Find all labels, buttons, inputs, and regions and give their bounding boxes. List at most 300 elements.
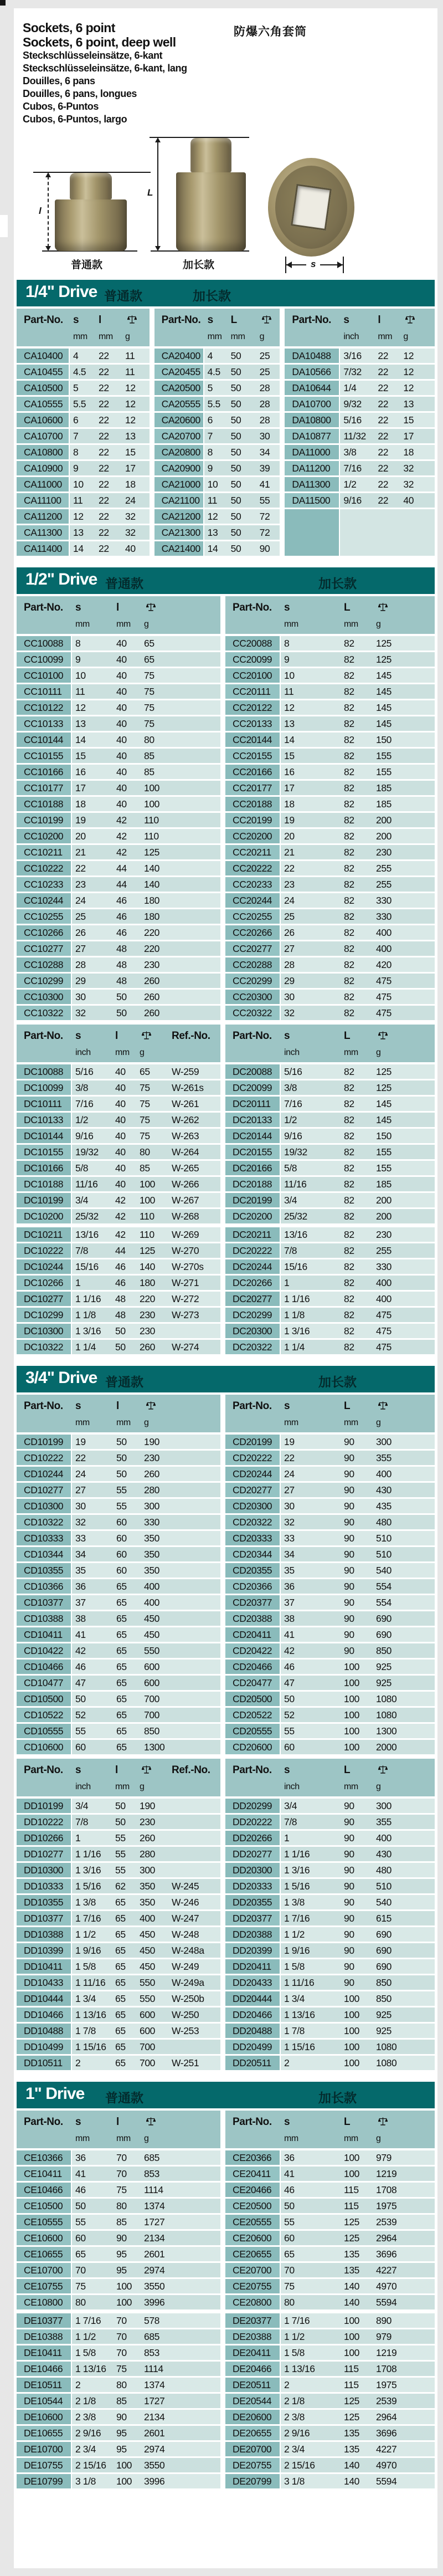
table-row: [225, 1177, 435, 1191]
l-cell: 22: [99, 382, 109, 393]
weight-cell: 685: [144, 2331, 159, 2342]
table-row: [17, 1113, 220, 1127]
weight-cell: 255: [376, 1245, 392, 1256]
weight-cell: 450: [140, 1961, 155, 1972]
weight-cell: 350: [144, 1565, 159, 1576]
part-no-cell: CD20411: [225, 1627, 281, 1642]
s-cell: 11: [73, 495, 83, 506]
part-no-cell: CE10755: [17, 2279, 72, 2293]
part-no-cell: CC20088: [225, 636, 281, 651]
table-row: [225, 797, 435, 811]
L-cell: 135: [344, 2428, 359, 2439]
table-row: [225, 1006, 435, 1020]
l-cell: 95: [116, 2444, 127, 2455]
weight-cell: 200: [376, 815, 392, 826]
s-cell: 26: [75, 927, 86, 938]
L-cell: 135: [344, 2444, 359, 2455]
weight-cell: 180: [144, 911, 159, 922]
L-cell: 82: [344, 815, 354, 826]
table-row: [154, 365, 280, 379]
part-no-cell: DE20799: [225, 2474, 281, 2488]
part-no-cell: DD10488: [17, 2024, 72, 2038]
weight-cell: 190: [140, 1800, 155, 1811]
l-cell: 40: [116, 670, 127, 681]
weight-cell: 853: [144, 2168, 159, 2179]
l-cell: 80: [116, 2200, 127, 2211]
long-label: 加长款: [318, 2091, 357, 2105]
unit-L: mm: [344, 1048, 358, 1057]
s-cell: 11: [207, 495, 218, 506]
weight-cell: 1300: [144, 1742, 165, 1753]
l-cell: 44: [115, 1245, 126, 1256]
table-row: [17, 1911, 220, 1925]
col-s: s: [343, 314, 349, 326]
part-no-cell: CD20522: [225, 1708, 281, 1722]
table-row: [17, 829, 220, 843]
s-cell: 1 1/4: [75, 1341, 96, 1353]
weight-cell: 140: [140, 1261, 155, 1272]
weight-cell: 28: [259, 398, 270, 409]
weight-cell: 615: [376, 1913, 392, 1924]
part-no-cell: CE10366: [17, 2150, 72, 2165]
part-no-cell: CE10655: [17, 2247, 72, 2261]
table-row: [225, 1879, 435, 1893]
weight-cell: 3696: [376, 2428, 397, 2439]
s-cell: 1 1/2: [284, 1929, 305, 1940]
l-cell: 40: [115, 1130, 126, 1141]
part-no-cell: CD20277: [225, 1483, 281, 1497]
weight-cell: 890: [376, 2315, 392, 2326]
table-row: [225, 2394, 435, 2408]
s-cell: 11/16: [284, 1179, 307, 1190]
banner-quarter-drive: [17, 280, 435, 306]
unit-weight: g: [376, 2134, 381, 2143]
L-cell: 90: [344, 1977, 354, 1988]
s-cell: 7: [73, 431, 79, 442]
L-cell: 90: [344, 1848, 354, 1860]
part-no-cell: DE20377: [225, 2313, 281, 2328]
table-row: [225, 2150, 435, 2165]
long-label: 加长款: [193, 289, 231, 303]
weight-cell: 18: [125, 479, 136, 490]
s-cell: 1 7/16: [75, 2315, 101, 2326]
dim-label-L: L: [147, 187, 153, 198]
L-cell: 82: [344, 991, 354, 1002]
part-no-cell: CC10111: [17, 684, 72, 699]
l-cell: 50: [115, 1816, 126, 1827]
part-no-cell: CD20366: [225, 1579, 281, 1594]
table-row: [225, 1129, 435, 1143]
weight-cell: 230: [376, 1229, 392, 1240]
part-no-cell: DC10299: [17, 1308, 72, 1322]
L-cell: 100: [344, 1725, 359, 1737]
L-cell: 82: [344, 638, 354, 649]
weight-cell: 110: [140, 1211, 154, 1222]
l-cell: 50: [116, 1468, 127, 1479]
part-no-cell: CC20199: [225, 813, 281, 827]
l-cell: 42: [115, 1229, 126, 1240]
weight-cell: 11: [125, 350, 135, 361]
part-no-cell: CE20500: [225, 2199, 281, 2213]
standard-label: 普通款: [105, 1375, 143, 1389]
weight-cell: 2601: [144, 2428, 165, 2439]
s-cell: 60: [284, 2232, 295, 2244]
L-cell: 50: [230, 350, 241, 361]
table-body: [17, 1435, 220, 1754]
L-cell: 90: [344, 1517, 354, 1528]
weight-cell: 600: [140, 2025, 155, 2036]
s-cell: 19/32: [284, 1146, 307, 1158]
part-no-cell: DC10222: [17, 1243, 72, 1258]
part-no-cell: DE10799: [17, 2474, 72, 2488]
table-row: [17, 2474, 220, 2488]
s-cell: 9/16: [343, 495, 362, 506]
s-cell: 35: [284, 1565, 295, 1576]
table-row: [17, 1724, 220, 1738]
L-cell: 82: [344, 1066, 354, 1077]
title-de-2: Steckschlüsseleinsätze, 6-kant, lang: [23, 63, 187, 74]
part-no-cell: CC10144: [17, 733, 72, 747]
s-cell: 2 9/16: [75, 2428, 101, 2439]
table-row: [154, 413, 280, 427]
weight-cell: 600: [144, 1661, 159, 1672]
weight-cell: 350: [144, 1549, 159, 1560]
table-row: [17, 1435, 220, 1449]
l-cell: 22: [99, 543, 109, 554]
l-cell: 40: [116, 702, 127, 713]
part-no-cell: CD20477: [225, 1676, 281, 1690]
scale-icon: [122, 314, 150, 326]
s-cell: 3 1/8: [284, 2476, 305, 2487]
table-row: [17, 1308, 220, 1322]
col-part-no: Part-No.: [233, 1400, 272, 1412]
part-no-cell: DC20244: [225, 1259, 281, 1274]
s-cell: 19: [75, 815, 86, 826]
col-L: L: [344, 1030, 351, 1042]
table-row: [17, 413, 150, 427]
table-row: [17, 493, 150, 508]
s-cell: 1 5/8: [75, 1961, 96, 1972]
l-cell: 65: [115, 1977, 126, 1988]
drive-title-half: 1/2" Drive: [25, 570, 97, 588]
part-no-cell: CC10277: [17, 941, 72, 956]
table-body: [17, 1799, 220, 2070]
part-no-cell: CA10800: [17, 445, 70, 459]
L-cell: 82: [344, 1162, 354, 1174]
s-cell: 27: [75, 943, 86, 954]
part-no-cell: DE20755: [225, 2458, 281, 2472]
weight-cell: 145: [376, 686, 392, 697]
table-row: [17, 2362, 220, 2376]
table-threequarter-deep: [225, 1395, 435, 2072]
weight-cell: 150: [376, 734, 392, 745]
unit-s: mm: [75, 1418, 90, 1427]
part-no-cell: CE20555: [225, 2215, 281, 2229]
table-row: [225, 845, 435, 859]
l-cell: 65: [115, 1945, 126, 1956]
part-no-cell: DD10433: [17, 1975, 72, 1990]
weight-cell: 65: [144, 654, 154, 665]
ref-no-cell: W-248a: [172, 1945, 204, 1956]
unit-weight: g: [403, 332, 408, 341]
part-no-cell: CC20200: [225, 829, 281, 843]
part-no-cell: CC20288: [225, 957, 281, 972]
s-cell: 46: [284, 2184, 295, 2195]
part-no-cell: DA10700: [285, 397, 340, 411]
table-row: [225, 1064, 435, 1079]
col-s: s: [75, 1400, 81, 1412]
L-cell: 82: [344, 1211, 354, 1222]
l-cell: 55: [116, 1484, 127, 1496]
unit-s: mm: [73, 332, 87, 341]
L-cell: 140: [344, 2460, 359, 2471]
l-cell: 22: [378, 479, 389, 490]
L-cell: 82: [344, 734, 354, 745]
unit-l: mm: [115, 1048, 130, 1057]
part-no-cell: CE20411: [225, 2167, 281, 2181]
table-row: [225, 1863, 435, 1877]
part-no-cell: CE20600: [225, 2231, 281, 2245]
L-cell: 100: [344, 2041, 359, 2052]
part-no-cell: DD10277: [17, 1847, 72, 1861]
s-cell: 5/8: [284, 1162, 297, 1174]
s-cell: 15: [284, 750, 295, 761]
table-row: [225, 1627, 435, 1642]
weight-cell: 1708: [376, 2184, 397, 2195]
table-header-inch: [225, 1759, 435, 1796]
part-no-cell: DD10266: [17, 1831, 72, 1845]
table-quarter-metric-deep: [154, 309, 280, 557]
s-cell: 8: [207, 447, 213, 458]
weight-cell: 145: [376, 670, 392, 681]
table-row: [17, 1991, 220, 2006]
s-cell: 37: [75, 1597, 86, 1608]
part-no-cell: DC20199: [225, 1193, 281, 1207]
part-no-cell: DC20155: [225, 1145, 281, 1159]
s-cell: 7/16: [75, 1098, 94, 1109]
s-cell: 1 1/16: [75, 1293, 101, 1304]
weight-cell: 450: [144, 1629, 159, 1640]
s-cell: 1 7/16: [284, 2315, 310, 2326]
weight-cell: 475: [376, 1325, 392, 1336]
unit-weight: g: [376, 619, 381, 629]
page-corner-mark: [0, 0, 6, 6]
unit-s: mm: [75, 2134, 90, 2143]
part-no-cell: CA11100: [17, 493, 70, 508]
weight-cell: 100: [140, 1195, 155, 1206]
s-cell: 1 1/2: [75, 1929, 96, 1940]
table-row: [154, 493, 280, 508]
table-half-deep: [225, 596, 435, 1356]
weight-cell: 2964: [376, 2232, 397, 2244]
weight-cell: 350: [144, 1533, 159, 1544]
s-cell: 2 3/4: [284, 2444, 305, 2455]
part-no-cell: CC10288: [17, 957, 72, 972]
l-cell: 22: [378, 398, 389, 409]
part-no-cell: CC10244: [17, 893, 72, 908]
unit-weight: g: [376, 1782, 381, 1791]
table-row: [225, 668, 435, 683]
s-cell: 1 1/2: [284, 2331, 305, 2342]
col-s: s: [284, 602, 290, 613]
title-es: Cubos, 6-Puntos: [23, 101, 99, 112]
weight-cell: 145: [376, 702, 392, 713]
s-cell: 41: [75, 1629, 86, 1640]
unit-weight: g: [140, 1782, 145, 1791]
unit-weight: g: [140, 1048, 145, 1057]
table-row: [225, 1563, 435, 1578]
part-no-cell: DD20277: [225, 1847, 281, 1861]
weight-cell: 5594: [376, 2297, 397, 2308]
l-cell: 50: [115, 1341, 126, 1353]
table-header: [17, 2111, 220, 2148]
weight-cell: 2539: [376, 2395, 397, 2406]
s-cell: 19: [284, 815, 295, 826]
part-no-cell: CD10500: [17, 1692, 72, 1706]
l-cell: 42: [115, 1211, 126, 1222]
s-cell: 1/2: [284, 1114, 297, 1125]
L-cell: 100: [344, 1742, 359, 1753]
col-part-no: Part-No.: [233, 1030, 272, 1042]
long-label: 加长款: [318, 576, 357, 591]
part-no-cell: DC10155: [17, 1145, 72, 1159]
scale-icon: [373, 1400, 435, 1412]
part-no-cell: CA11000: [17, 477, 70, 491]
s-cell: 5/16: [284, 1066, 302, 1077]
weight-cell: 41: [259, 479, 270, 490]
table-row: [17, 541, 150, 556]
weight-cell: 180: [144, 895, 159, 906]
weight-cell: 350: [140, 1897, 155, 1908]
l-cell: 48: [115, 1293, 126, 1304]
table-row: [17, 2056, 220, 2070]
weight-cell: 2000: [376, 1742, 397, 1753]
L-cell: 82: [344, 1277, 354, 1288]
table-row: [225, 2279, 435, 2293]
table-row: [154, 429, 280, 443]
s-cell: 50: [284, 1693, 295, 1704]
s-cell: 10: [73, 479, 84, 490]
L-cell: 50: [230, 543, 241, 554]
part-no-cell: DE20700: [225, 2442, 281, 2456]
l-cell: 65: [115, 1913, 126, 1924]
table-row: [17, 1451, 220, 1465]
part-no-cell: DD20377: [225, 1911, 281, 1925]
part-no-cell: CC20222: [225, 861, 281, 875]
part-no-cell: CC20266: [225, 925, 281, 940]
l-cell: 22: [378, 463, 389, 474]
l-cell: 50: [115, 1800, 126, 1811]
l-cell: 50: [116, 1452, 127, 1463]
s-cell: 55: [75, 2216, 86, 2227]
table-row: [17, 2231, 220, 2245]
weight-cell: 330: [376, 911, 392, 922]
weight-cell: 475: [376, 1309, 392, 1320]
s-cell: 1 3/4: [75, 1993, 96, 2004]
weight-cell: 475: [376, 1341, 392, 1353]
scale-icon: [373, 2116, 435, 2128]
weight-cell: 28: [259, 414, 270, 426]
table-row: [285, 429, 435, 443]
table-row: [225, 861, 435, 875]
table-header: [17, 1395, 220, 1432]
part-no-cell: CD20500: [225, 1692, 281, 1706]
table-row: [17, 861, 220, 875]
part-no-cell: CD10344: [17, 1547, 72, 1561]
weight-cell: 2974: [144, 2265, 165, 2276]
s-cell: 15/16: [284, 1261, 307, 1272]
weight-cell: 255: [376, 879, 392, 890]
part-no-cell: DD20466: [225, 2007, 281, 2022]
table-row: [225, 1579, 435, 1594]
table-row: [225, 716, 435, 731]
l-cell: 44: [116, 863, 127, 874]
s-cell: 1: [75, 1832, 81, 1843]
L-cell: 90: [344, 1436, 354, 1447]
s-cell: 9/32: [343, 398, 362, 409]
table-row: [225, 2378, 435, 2392]
s-cell: 21: [284, 847, 295, 858]
part-no-cell: DD10333: [17, 1879, 72, 1893]
table-row: [17, 925, 220, 940]
part-no-cell: CD20600: [225, 1740, 281, 1754]
s-cell: 13/16: [75, 1229, 99, 1240]
weight-cell: 554: [376, 1581, 392, 1592]
s-cell: 1 3/8: [75, 1897, 96, 1908]
table-row: [17, 1563, 220, 1578]
weight-cell: 3550: [144, 2460, 165, 2471]
s-cell: 50: [75, 2200, 86, 2211]
part-no-cell: CA21200: [154, 509, 204, 524]
weight-cell: 1080: [376, 1693, 397, 1704]
part-no-cell: CA10555: [17, 397, 70, 411]
weight-cell: 65: [140, 1066, 150, 1077]
weight-cell: 260: [144, 1007, 159, 1018]
weight-cell: 578: [144, 2315, 159, 2326]
table-row: [17, 2183, 220, 2197]
socket-photo-standard: [55, 173, 127, 251]
L-cell: 100: [344, 2009, 359, 2020]
table-row: [225, 1660, 435, 1674]
part-no-cell: CD10333: [17, 1531, 72, 1545]
weight-cell: 12: [125, 398, 136, 409]
weight-cell: 550: [140, 1977, 155, 1988]
s-cell: 36: [75, 2152, 86, 2163]
s-cell: 1 3/16: [75, 1325, 101, 1336]
l-cell: 44: [116, 879, 127, 890]
standard-label: 普通款: [105, 2091, 143, 2105]
table-row: [154, 349, 280, 363]
part-no-cell: DD10511: [17, 2056, 72, 2070]
L-cell: 82: [344, 959, 354, 970]
weight-cell: 400: [376, 1293, 392, 1304]
weight-cell: 260: [144, 1468, 159, 1479]
s-cell: 22: [284, 863, 295, 874]
table-row: [154, 541, 280, 556]
weight-cell: 230: [376, 847, 392, 858]
table-row: [154, 509, 280, 524]
table-row: [17, 1943, 220, 1958]
part-no-cell: CD10300: [17, 1499, 72, 1513]
part-no-cell: DE10600: [17, 2410, 72, 2424]
part-no-cell: DD20488: [225, 2024, 281, 2038]
unit-s: mm: [284, 1418, 298, 1427]
s-cell: 9/16: [284, 1130, 302, 1141]
s-cell: 33: [284, 1533, 295, 1544]
part-no-cell: CC20277: [225, 941, 281, 956]
table-row: [285, 397, 435, 411]
table-row: [154, 397, 280, 411]
